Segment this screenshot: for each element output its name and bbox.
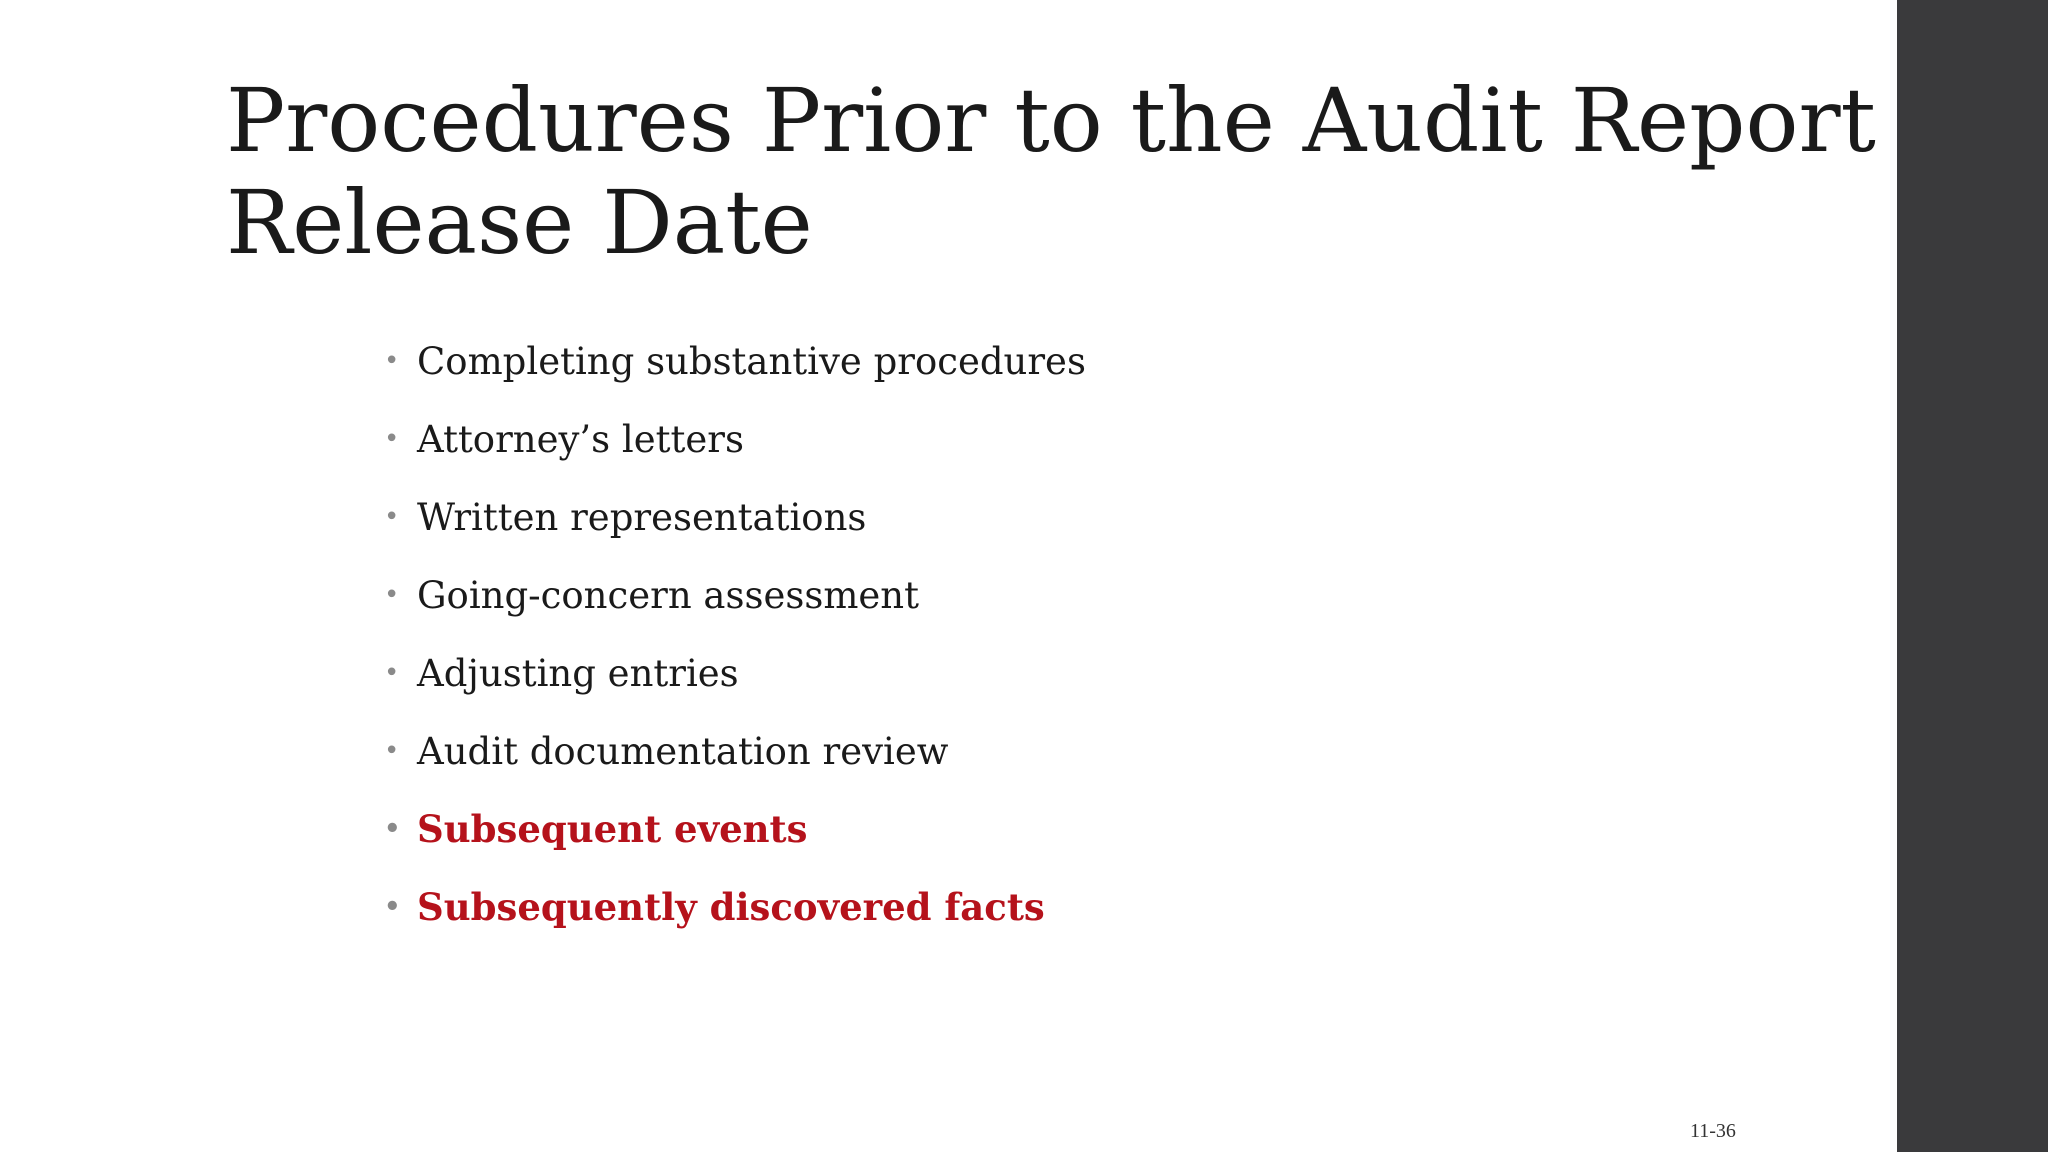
bullet-item-documentation-review xyxy=(384,712,1086,790)
slide-title xyxy=(226,69,1876,274)
title-line-1: Procedures Prior to the Audit Report xyxy=(226,69,1876,172)
bullet-icon: • xyxy=(384,502,400,532)
bullet-item-written-representations xyxy=(384,478,1086,556)
bullet-icon: • xyxy=(384,346,400,376)
slide-number: 11-36 xyxy=(1690,1120,1736,1142)
bullet-item-adjusting-entries xyxy=(384,634,1086,712)
bullet-item-subsequently-discovered-facts xyxy=(384,868,1086,946)
title-line-2: Release Date xyxy=(226,171,813,274)
bullet-item-attorneys-letters xyxy=(384,400,1086,478)
bullet-text: Attorney’s letters xyxy=(417,417,744,461)
bullet-text: Written representations xyxy=(417,495,867,539)
bullet-item-subsequent-events xyxy=(384,790,1086,868)
bullet-text: Going-concern assessment xyxy=(417,573,919,617)
bullet-text: Subsequent events xyxy=(417,807,808,851)
bullet-item-substantive-procedures xyxy=(384,322,1086,400)
bullet-text: Audit documentation review xyxy=(417,729,949,773)
side-bar xyxy=(1897,0,2048,1152)
bullet-text: Completing substantive procedures xyxy=(417,339,1086,383)
bullet-list xyxy=(384,322,1086,946)
bullet-item-going-concern xyxy=(384,556,1086,634)
bullet-icon: • xyxy=(384,814,401,844)
bullet-icon: • xyxy=(384,424,400,454)
bullet-icon: • xyxy=(384,580,400,610)
bullet-text: Adjusting entries xyxy=(417,651,739,695)
bullet-icon: • xyxy=(384,892,401,922)
bullet-icon: • xyxy=(384,736,400,766)
bullet-text: Subsequently discovered facts xyxy=(417,885,1045,929)
bullet-icon: • xyxy=(384,658,400,688)
